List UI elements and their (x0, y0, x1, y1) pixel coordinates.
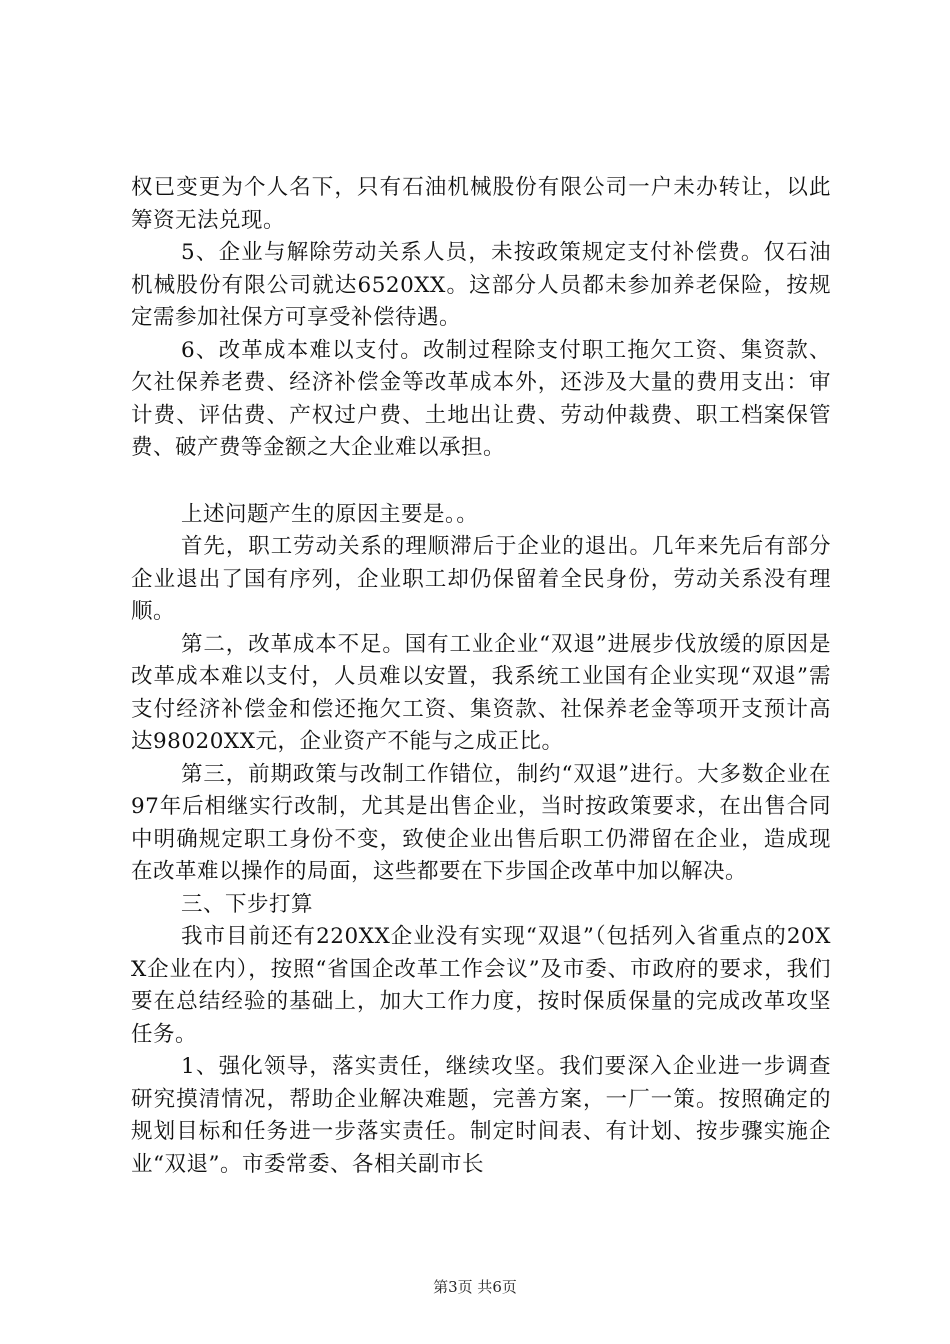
paragraph-third-cause: 第三，前期政策与改制工作错位，制约“双退”进行。大多数企业在97年后相继实行改制，尤其是出售企业，当时按政策要求，在出售合同中明确规定职工身份不变，致使企业出售后职工仍滞留在企业，造成现在改革难以操作的局面，这些都要在下步国企改革中加以解决。 (131, 761, 831, 884)
paragraph-step-1: 1、强化领导，落实责任，继续攻坚。我们要深入企业进一步调查研究摸清情况，帮助企业解决难题，完善方案，一厂一策。按照确定的规划目标和任务进一步落实责任。制定时间表、有计划、按步骤实施企业“双退”。市委常委、各相关副市长 (131, 1054, 831, 1177)
paragraph-continuation: 权已变更为个人名下，只有石油机械股份有限公司一户未办转让，以此筹资无法兑现。 (131, 175, 831, 233)
paragraph-item-6: 6、改革成本难以支付。改制过程除支付职工拖欠工资、集资款、欠社保养老费、经济补偿金等改革成本外，还涉及大量的费用支出：审计费、评估费、产权过户费、土地出让费、劳动仲裁费、职工档案保管费、破产费等金额之大企业难以承担。 (131, 337, 831, 460)
paragraph-second-cause: 第二，改革成本不足。国有工业企业“双退”进展步伐放缓的原因是改革成本难以支付，人员难以安置，我系统工业国有企业实现“双退”需支付经济补偿金和偿还拖欠工资、集资款、社保养老金等项开支预计高达98020XX元，企业资产不能与之成正比。 (131, 631, 831, 754)
page-number-footer: 第3页 共6页 (433, 1278, 517, 1296)
paragraph-item-5: 5、企业与解除劳动关系人员，未按政策规定支付补偿费。仅石油机械股份有限公司就达6520XX。这部分人员都未参加养老保险，按规定需参加社保方可享受补偿待遇。 (131, 240, 831, 330)
document-body (131, 172, 831, 1181)
paragraph-next-steps-intro: 我市目前还有220XX企业没有实现“双退”（包括列入省重点的20XX企业在内），按照“省国企改革工作会议”及市委、市政府的要求，我们要在总结经验的基础上，加大工作力度，按时保质保量的完成改革攻坚任务。 (131, 924, 831, 1047)
paragraph-first-cause: 首先，职工劳动关系的理顺滞后于企业的退出。几年来先后有部分企业退出了国有序列，企业职工却仍保留着全民身份，劳动关系没有理顺。 (131, 534, 831, 624)
section-heading-next-steps: 三、下步打算 (181, 891, 314, 917)
paragraph-causes-intro: 上述问题产生的原因主要是。。 (181, 501, 479, 527)
